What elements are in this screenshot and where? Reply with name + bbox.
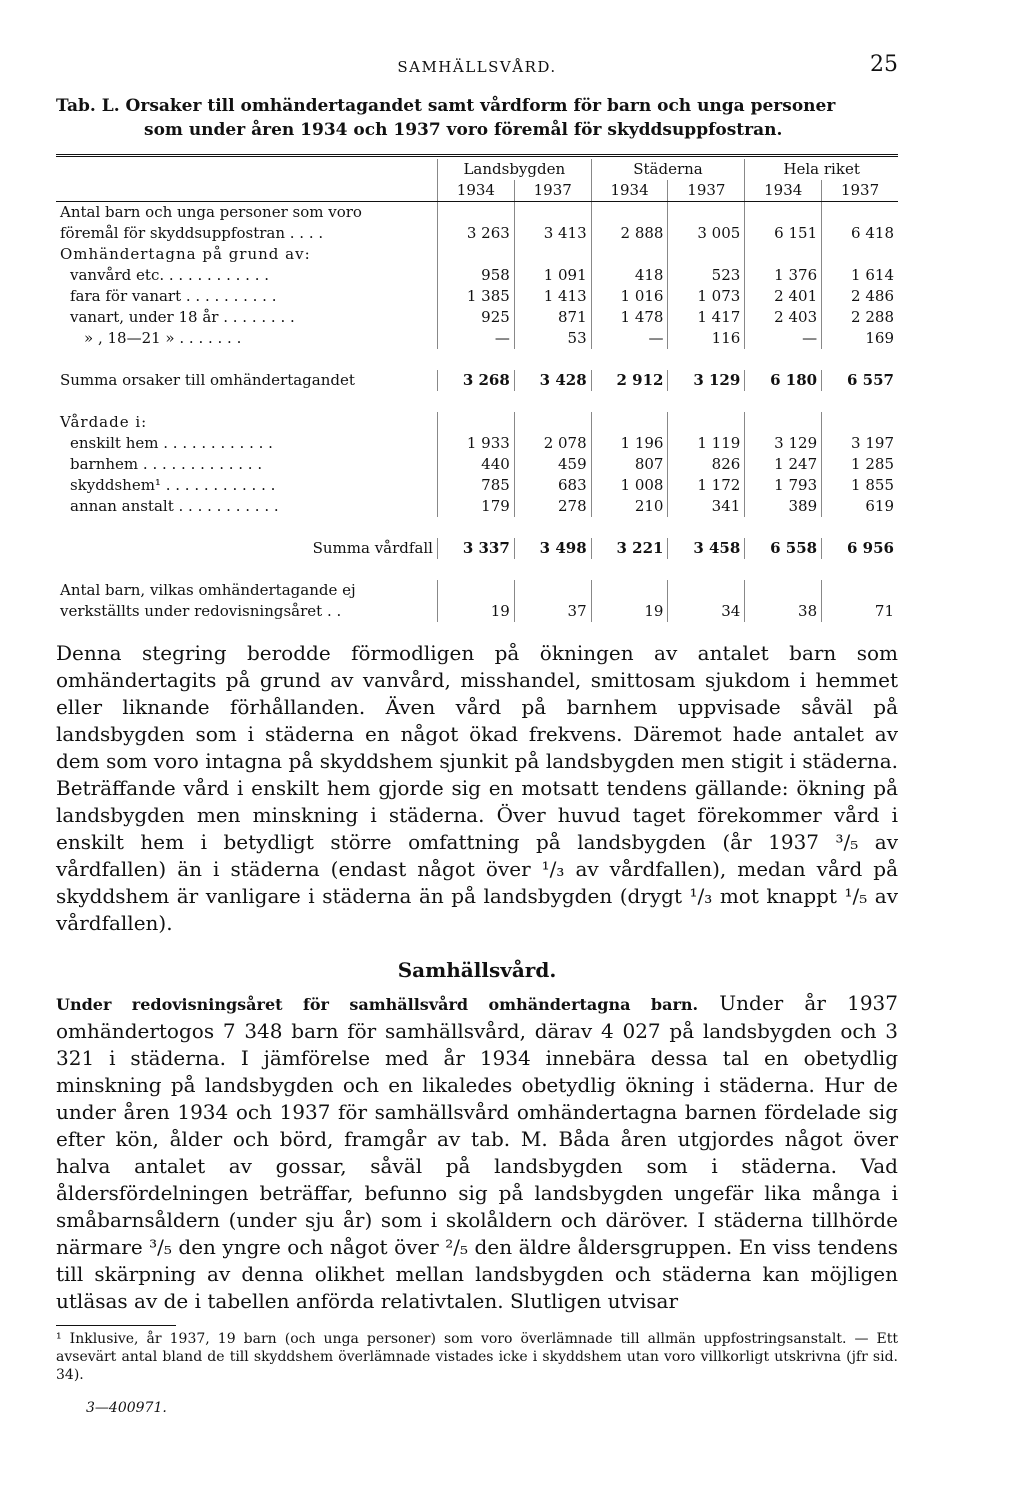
table-cell <box>745 580 822 601</box>
table-cell: 210 <box>591 496 668 517</box>
table-cell: 37 <box>514 601 591 622</box>
table-cell: 2 486 <box>822 286 898 307</box>
table-cell: 1 385 <box>437 286 514 307</box>
table-cell: 19 <box>437 601 514 622</box>
document-page <box>56 50 898 1416</box>
table-cell: 53 <box>514 328 591 349</box>
table-cell: 871 <box>514 307 591 328</box>
table-cell: — <box>437 328 514 349</box>
table-cell: 2 401 <box>745 286 822 307</box>
table-cell: 2 912 <box>591 370 668 391</box>
row-label: Summa orsaker till omhändertagandet <box>56 370 437 391</box>
row-label: vanart, under 18 år . . . . . . . . <box>56 307 437 328</box>
table-cell: 19 <box>591 601 668 622</box>
table-row <box>56 370 898 391</box>
row-label: skyddshem¹ . . . . . . . . . . . . <box>56 475 437 496</box>
table-cell: 1 016 <box>591 286 668 307</box>
table-cell: 3 129 <box>745 433 822 454</box>
table-cell: 3 197 <box>822 433 898 454</box>
table-cell <box>437 412 514 433</box>
running-title: SAMHÄLLSVÅRD. <box>397 58 557 76</box>
table-cell: 38 <box>745 601 822 622</box>
footnote: ¹ Inklusive, år 1937, 19 barn (och unga personer) som voro överlämnade till allmän uppfostringsanstalt. — Ett avsevärt antal bland de till skyddshem överlämnade vistades icke i skyddshem utan voro villkorligt utskrivna (jfr sid. 34). <box>56 1331 898 1383</box>
table-cell <box>668 580 745 601</box>
table-spacer-row <box>56 517 898 538</box>
table-cell: 958 <box>437 265 514 286</box>
page-number: 25 <box>870 52 898 77</box>
spacer-cell <box>56 349 898 370</box>
table-cell: 3 263 <box>437 223 514 244</box>
row-label: vanvård etc. . . . . . . . . . . . <box>56 265 437 286</box>
row-label: föremål för skyddsuppfostran . . . . <box>56 223 437 244</box>
year-header: 1934 <box>437 180 514 202</box>
table-spacer-row <box>56 349 898 370</box>
data-table <box>56 159 898 622</box>
group-header-hela-riket: Hela riket <box>745 159 898 180</box>
table-cell: 1 172 <box>668 475 745 496</box>
year-header: 1937 <box>514 180 591 202</box>
table-cell: 6 418 <box>822 223 898 244</box>
run-in-heading: Under redovisningsåret för samhällsvård omhändertagna barn. <box>56 995 699 1014</box>
table-cell <box>668 244 745 265</box>
table-cell: 2 888 <box>591 223 668 244</box>
table-cell <box>668 202 745 224</box>
table-row <box>56 286 898 307</box>
table-cell: 2 403 <box>745 307 822 328</box>
table-row <box>56 580 898 601</box>
table-row <box>56 307 898 328</box>
spacer-cell <box>56 391 898 412</box>
group-header-row <box>56 159 898 180</box>
year-header: 1937 <box>668 180 745 202</box>
table-cell: 1 247 <box>745 454 822 475</box>
table-cell: 523 <box>668 265 745 286</box>
spacer-cell <box>56 517 898 538</box>
row-label: fara för vanart . . . . . . . . . . <box>56 286 437 307</box>
table-cell: 925 <box>437 307 514 328</box>
table-cell <box>514 244 591 265</box>
year-header: 1934 <box>745 180 822 202</box>
table-cell <box>822 412 898 433</box>
table-cell <box>437 244 514 265</box>
print-code: 3—400971. <box>86 1400 167 1416</box>
group-header-landsbygden: Landsbygden <box>437 159 591 180</box>
table-cell <box>591 412 668 433</box>
table-cell: 3 428 <box>514 370 591 391</box>
table-cell <box>822 580 898 601</box>
table-cell <box>822 244 898 265</box>
table-cell: 1 933 <box>437 433 514 454</box>
label-column-year-header <box>56 180 437 202</box>
table-cell <box>514 412 591 433</box>
table-cell: 1 376 <box>745 265 822 286</box>
table-cell: 1 073 <box>668 286 745 307</box>
row-label: Antal barn, vilkas omhändertagande ej <box>56 580 437 601</box>
table-cell: 807 <box>591 454 668 475</box>
table-cell <box>745 244 822 265</box>
table-body <box>56 202 898 623</box>
table-cell: 34 <box>668 601 745 622</box>
table-cell <box>591 202 668 224</box>
table-cell <box>668 412 745 433</box>
table-cell: 71 <box>822 601 898 622</box>
row-label: » , 18—21 » . . . . . . . <box>56 328 437 349</box>
table-caption-line1: Tab. L. Orsaker till omhändertagandet samt vårdform för barn och unga personer <box>56 96 836 116</box>
table-cell: 3 221 <box>591 538 668 559</box>
row-label: enskilt hem . . . . . . . . . . . . <box>56 433 437 454</box>
table-cell: 1 196 <box>591 433 668 454</box>
table-row <box>56 202 898 224</box>
paragraph-2 <box>56 990 898 1315</box>
table-cell: 1 413 <box>514 286 591 307</box>
table-row <box>56 412 898 433</box>
row-label: barnhem . . . . . . . . . . . . . <box>56 454 437 475</box>
table-cell: 278 <box>514 496 591 517</box>
table-cell: 1 417 <box>668 307 745 328</box>
row-label: Summa vårdfall <box>56 538 437 559</box>
table-cell: 785 <box>437 475 514 496</box>
table-cell: 1 285 <box>822 454 898 475</box>
table-cell <box>591 244 668 265</box>
table-cell: 6 151 <box>745 223 822 244</box>
group-header-staderna: Städerna <box>591 159 745 180</box>
table-cell: 2 078 <box>514 433 591 454</box>
paragraph-2-text: Under år 1937 omhändertogos 7 348 barn för samhällsvård, därav 4 027 på landsbygden och 3 321 i städerna. I jämförelse med år 1934 innebära dessa tal en obetydlig minskning på landsbygden och en likaledes obetydlig ökning i städerna. Hur de under åren 1934 och 1937 för samhällsvård omhändertagna barnen fördelade sig efter kön, ålder och börd, framgår av tab. M. Båda åren utgjordes något över halva antalet av gossar, såväl på landsbygden som i städerna. Vad åldersfördelningen beträffar, befunno sig på landsbygden ungefär lika många i småbarnsåldern (under sju år) som i skolåldern och däröver. I städerna tillhörde närmare ³/₅ den yngre och något över ²/₅ den äldre åldersgruppen. En viss tendens till skärpning av denna olikhet mellan landsbygden och städerna kan möjligen utläsas av de i tabellen anförda relativtalen. Slutligen utvisar <box>56 991 899 1313</box>
table-cell: 1 855 <box>822 475 898 496</box>
row-label: Vårdade i: <box>56 412 437 433</box>
table-cell: 440 <box>437 454 514 475</box>
table-cell: 389 <box>745 496 822 517</box>
table-row <box>56 265 898 286</box>
table-cell: — <box>591 328 668 349</box>
row-label: annan anstalt . . . . . . . . . . . <box>56 496 437 517</box>
table-cell <box>745 412 822 433</box>
table-row <box>56 223 898 244</box>
table-cell: 1 793 <box>745 475 822 496</box>
table-row <box>56 475 898 496</box>
table-row <box>56 538 898 559</box>
table-cell <box>514 202 591 224</box>
table-cell: 6 956 <box>822 538 898 559</box>
table-cell: 3 129 <box>668 370 745 391</box>
table-row <box>56 433 898 454</box>
paragraph-1: Denna stegring berodde förmodligen på ökningen av antalet barn som omhändertagits på grund av vanvård, misshandel, smittosam sjukdom i hemmet eller liknande förhållanden. Även vård på barnhem uppvisade såväl på landsbygden som i städerna en något ökad frekvens. Däremot hade antalet av dem som voro intagna på skyddshem sjunkit på landsbygden men stigit i städerna. Beträffande vård i enskilt hem gjorde sig en motsatt tendens gällande: ökning på landsbygden men minskning i städerna. Över huvud taget förekommer vård i enskilt hem i betydligt större omfattning på landsbygden (år 1937 ³/₅ av vårdfallen) än i städerna (endast något över ¹/₃ av vårdfallen), medan vård på skyddshem är vanligare i städerna än på landsbygden (drygt ¹/₃ mot knappt ¹/₅ av vårdfallen). <box>56 641 898 935</box>
table-cell: 3 337 <box>437 538 514 559</box>
table-cell: 3 268 <box>437 370 514 391</box>
table-cell: 1 091 <box>514 265 591 286</box>
table-cell: 6 558 <box>745 538 822 559</box>
table-cell: 619 <box>822 496 898 517</box>
table-cell: 116 <box>668 328 745 349</box>
table-cell: 683 <box>514 475 591 496</box>
table-cell: 3 005 <box>668 223 745 244</box>
row-label: Antal barn och unga personer som voro <box>56 202 437 224</box>
year-header: 1934 <box>591 180 668 202</box>
spacer-cell <box>56 559 898 580</box>
table-cell: 6 557 <box>822 370 898 391</box>
body-text <box>56 640 898 1315</box>
table-cell: 1 008 <box>591 475 668 496</box>
section-heading: Samhällsvård. <box>397 958 557 982</box>
table-cell: — <box>745 328 822 349</box>
table-cell: 418 <box>591 265 668 286</box>
table-cell: 1 478 <box>591 307 668 328</box>
table-cell: 341 <box>668 496 745 517</box>
table-row <box>56 328 898 349</box>
table-row <box>56 601 898 622</box>
table-caption-line2: som under åren 1934 och 1937 voro föremål för skyddsuppfostran. <box>144 120 783 140</box>
table-cell: 826 <box>668 454 745 475</box>
table-cell <box>437 580 514 601</box>
table-cell <box>514 580 591 601</box>
table-row <box>56 244 898 265</box>
table-cell: 3 458 <box>668 538 745 559</box>
table-cell: 2 288 <box>822 307 898 328</box>
table-cell <box>591 580 668 601</box>
running-header <box>56 50 898 80</box>
statistics-table <box>56 154 898 622</box>
table-spacer-row <box>56 559 898 580</box>
table-cell <box>745 202 822 224</box>
table-spacer-row <box>56 391 898 412</box>
year-header: 1937 <box>822 180 898 202</box>
row-label: Omhändertagna på grund av: <box>56 244 437 265</box>
table-cell: 169 <box>822 328 898 349</box>
table-row <box>56 454 898 475</box>
table-cell <box>437 202 514 224</box>
row-label: verkställts under redovisningsåret . . <box>56 601 437 622</box>
table-cell: 1 119 <box>668 433 745 454</box>
table-caption <box>56 94 898 142</box>
footnote-divider <box>56 1325 176 1326</box>
label-column-header <box>56 159 437 180</box>
table-row <box>56 496 898 517</box>
table-cell: 459 <box>514 454 591 475</box>
table-cell: 3 413 <box>514 223 591 244</box>
table-cell: 1 614 <box>822 265 898 286</box>
table-cell: 3 498 <box>514 538 591 559</box>
table-cell <box>822 202 898 224</box>
year-header-row <box>56 180 898 202</box>
table-cell: 179 <box>437 496 514 517</box>
table-cell: 6 180 <box>745 370 822 391</box>
